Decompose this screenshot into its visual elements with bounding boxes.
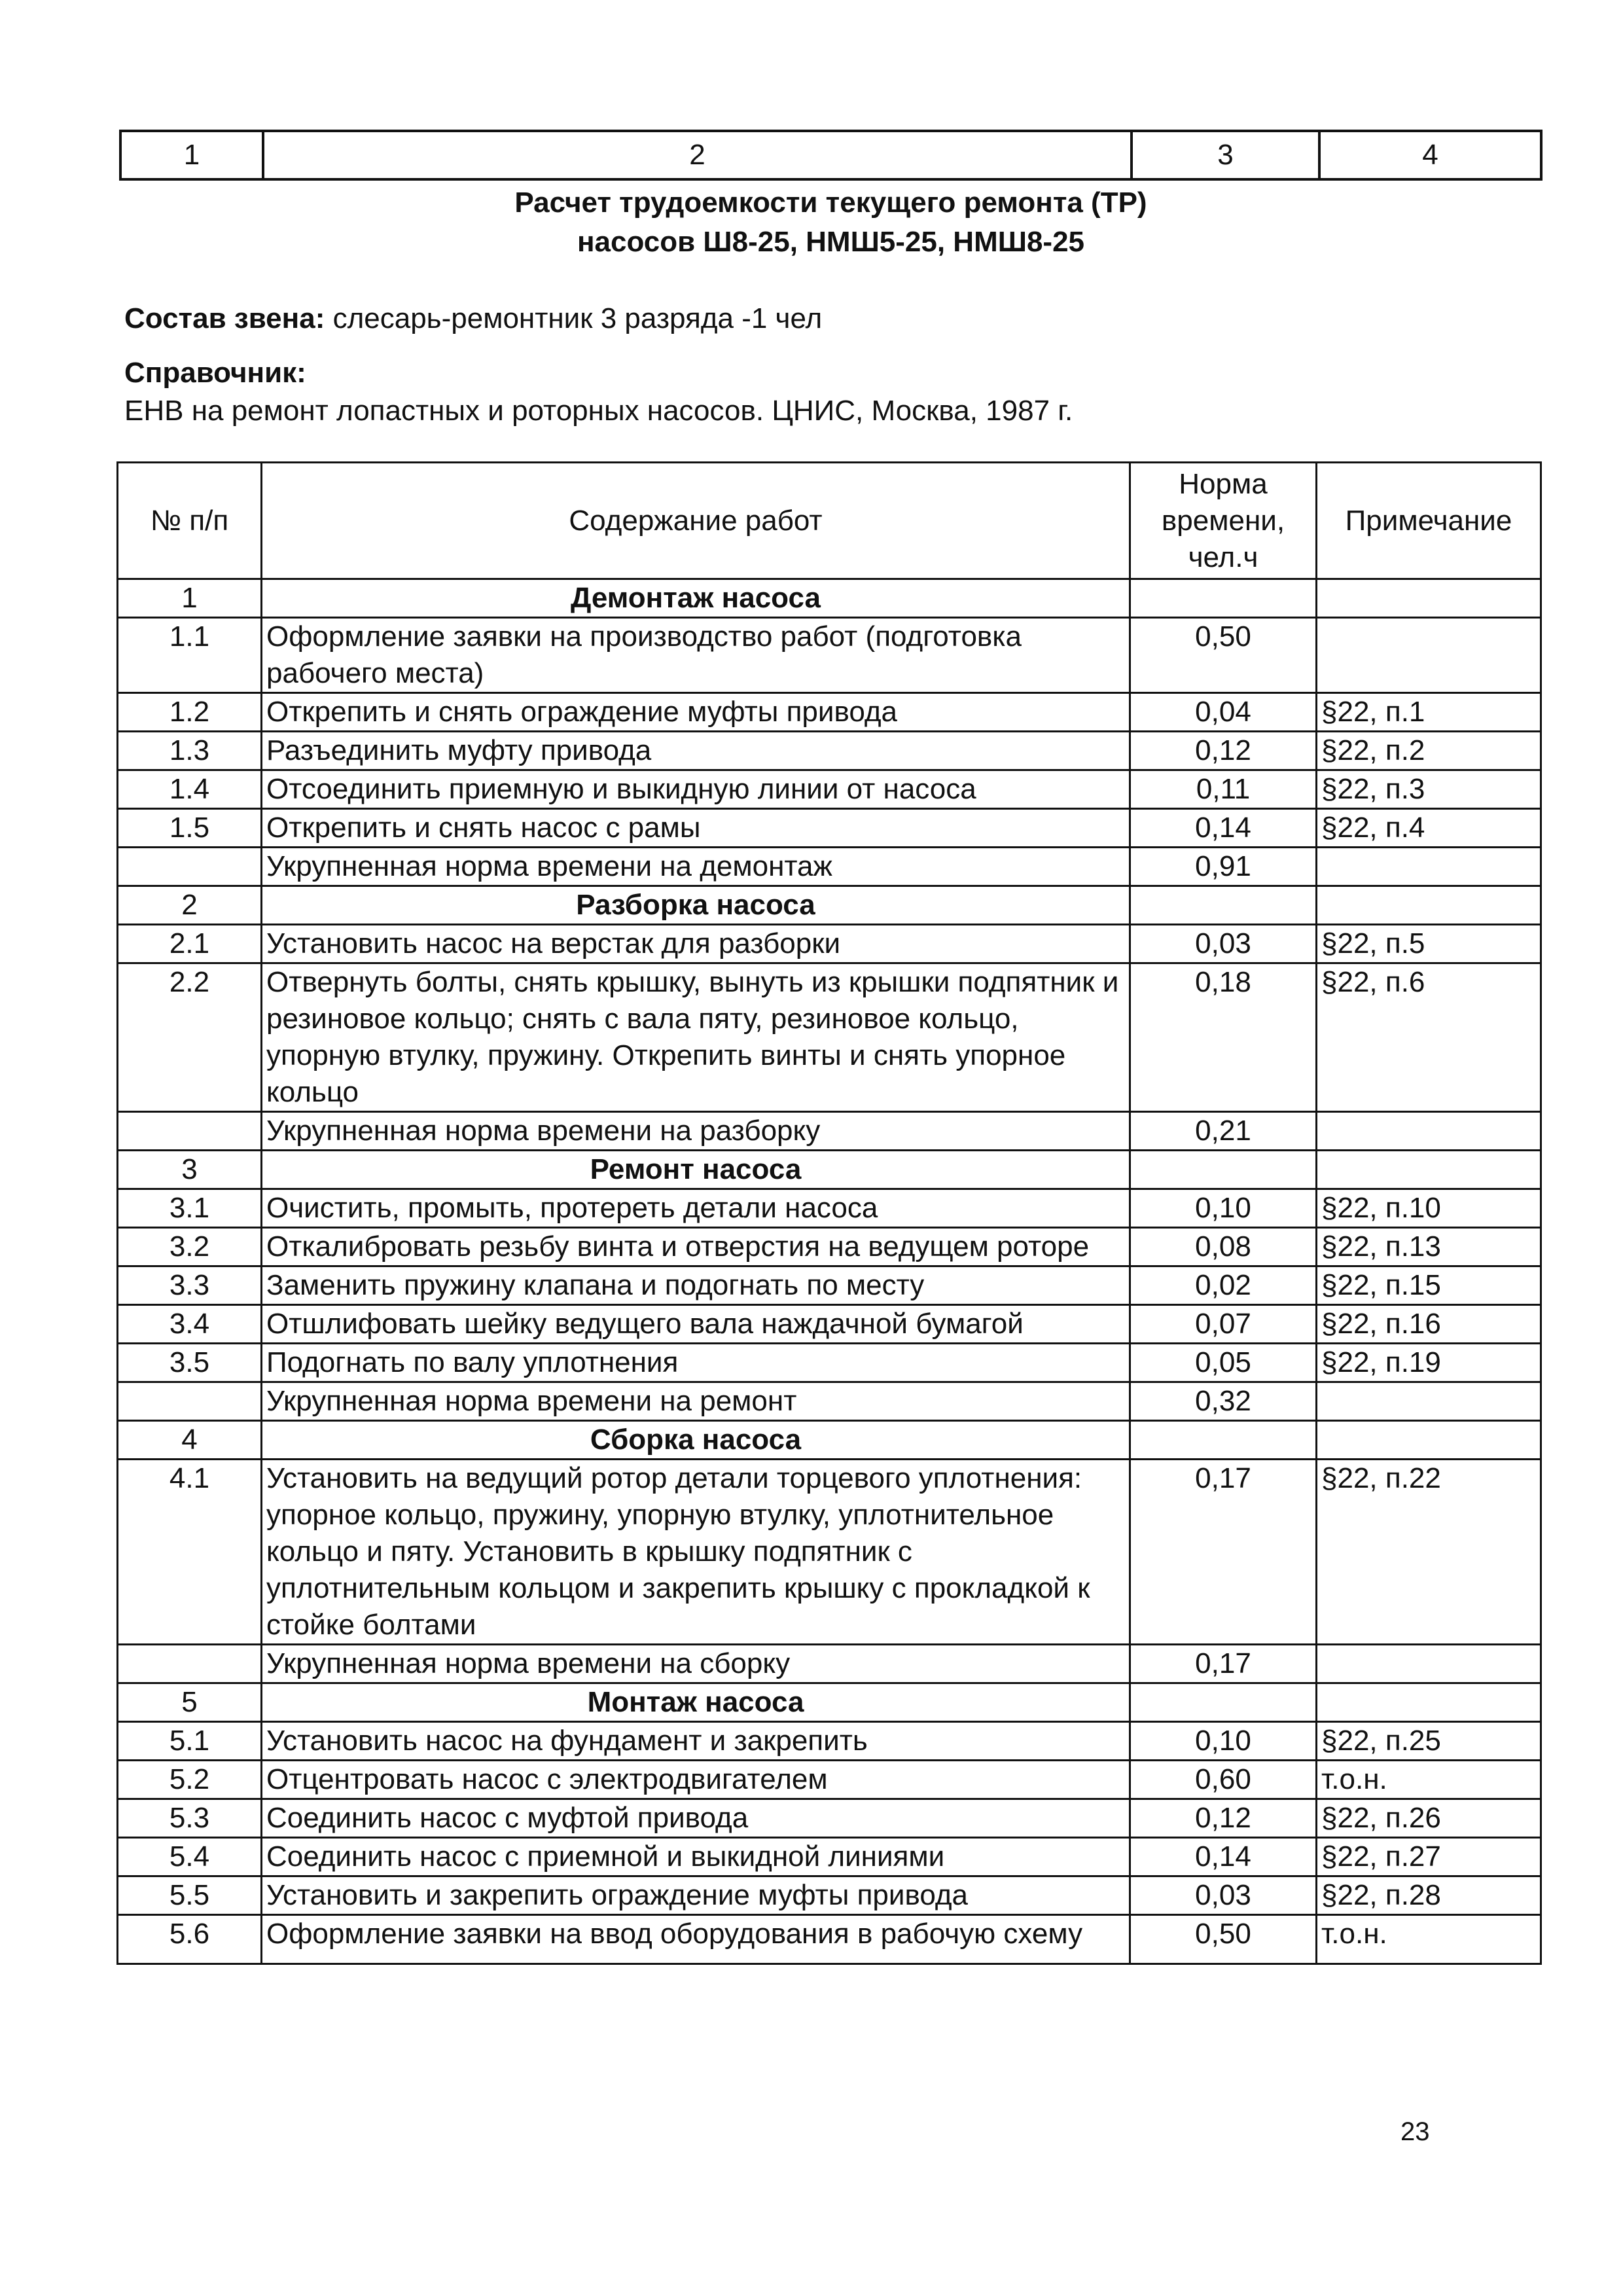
norm-cell: 0,14: [1130, 1838, 1317, 1876]
table-row: [118, 1305, 1541, 1344]
reference-value: ЕНВ на ремонт лопастных и роторных насосов. ЦНИС, Москва, 1987 г.: [124, 395, 1073, 427]
work-cell: Отвернуть болты, снять крышку, вынуть из крышки подпятник и резиновое кольцо; снять с вала пяту, резиновое кольцо, упорную втулку, пружину. Открепить винты и снять упорное кольцо: [262, 963, 1130, 1112]
num-cell: 1.2: [118, 693, 262, 732]
num-cell: 5.2: [118, 1761, 262, 1799]
norm-cell: 0,91: [1130, 848, 1317, 886]
works-table: [116, 461, 1542, 1965]
norm-cell: 0,18: [1130, 963, 1317, 1112]
norm-cell: 0,03: [1130, 925, 1317, 963]
work-cell: Ремонт насоса: [262, 1151, 1130, 1189]
num-cell: 3.5: [118, 1344, 262, 1382]
column-number-header: [119, 130, 1543, 181]
note-cell: §22, п.25: [1317, 1722, 1541, 1761]
note-cell: [1317, 1683, 1541, 1722]
num-cell: 5.1: [118, 1722, 262, 1761]
norm-cell: 0,50: [1130, 1915, 1317, 1964]
note-cell: §22, п.19: [1317, 1344, 1541, 1382]
subtotal-row: [118, 1112, 1541, 1151]
work-cell: Открепить и снять ограждение муфты привода: [262, 693, 1130, 732]
header-num: № п/п: [118, 463, 262, 579]
norm-cell: 0,17: [1130, 1645, 1317, 1683]
num-cell: [118, 1112, 262, 1151]
crew-label: Состав звена:: [124, 302, 325, 334]
section-row: [118, 1421, 1541, 1460]
norm-cell: 0,02: [1130, 1266, 1317, 1305]
note-cell: §22, п.5: [1317, 925, 1541, 963]
note-cell: [1317, 848, 1541, 886]
norm-cell: [1130, 579, 1317, 618]
note-cell: [1317, 1112, 1541, 1151]
crew-value: слесарь-ремонтник 3 разряда -1 чел: [325, 302, 823, 334]
num-cell: 1.4: [118, 770, 262, 809]
table-row: [118, 693, 1541, 732]
note-cell: §22, п.1: [1317, 693, 1541, 732]
num-cell: 2: [118, 886, 262, 925]
norm-cell: 0,08: [1130, 1228, 1317, 1266]
note-cell: §22, п.16: [1317, 1305, 1541, 1344]
note-cell: §22, п.4: [1317, 809, 1541, 848]
norm-cell: 0,50: [1130, 618, 1317, 693]
num-cell: 4.1: [118, 1460, 262, 1645]
work-cell: Откалибровать резьбу винта и отверстия на ведущем роторе: [262, 1228, 1130, 1266]
work-cell: Разъединить муфту привода: [262, 732, 1130, 770]
work-cell: Оформление заявки на производство работ (подготовка рабочего места): [262, 618, 1130, 693]
note-cell: §22, п.22: [1317, 1460, 1541, 1645]
norm-cell: 0,12: [1130, 1799, 1317, 1838]
work-cell: Укрупненная норма времени на разборку: [262, 1112, 1130, 1151]
note-cell: [1317, 579, 1541, 618]
work-cell: Очистить, промыть, протереть детали насоса: [262, 1189, 1130, 1228]
norm-cell: 0,60: [1130, 1761, 1317, 1799]
note-cell: [1317, 886, 1541, 925]
num-cell: 2.1: [118, 925, 262, 963]
num-cell: 3: [118, 1151, 262, 1189]
table-row: [118, 1876, 1541, 1915]
note-cell: [1317, 1421, 1541, 1460]
header-norm: Норма времени, чел.ч: [1130, 463, 1317, 579]
work-cell: Демонтаж насоса: [262, 579, 1130, 618]
table-row: [118, 1228, 1541, 1266]
work-cell: Укрупненная норма времени на ремонт: [262, 1382, 1130, 1421]
header-work: Содержание работ: [262, 463, 1130, 579]
table-row: [118, 925, 1541, 963]
header-note: Примечание: [1317, 463, 1541, 579]
num-cell: 3.2: [118, 1228, 262, 1266]
table-row: [118, 732, 1541, 770]
norm-cell: 0,05: [1130, 1344, 1317, 1382]
work-cell: Установить насос на фундамент и закрепить: [262, 1722, 1130, 1761]
norm-cell: 0,14: [1130, 809, 1317, 848]
num-cell: [118, 848, 262, 886]
norm-cell: 0,21: [1130, 1112, 1317, 1151]
crew-line: [124, 302, 822, 335]
norm-cell: 0,03: [1130, 1876, 1317, 1915]
note-cell: §22, п.27: [1317, 1838, 1541, 1876]
document-title-line-2: насосов Ш8-25, НМШ5-25, НМШ8-25: [577, 226, 1085, 258]
num-cell: 5.4: [118, 1838, 262, 1876]
work-cell: Укрупненная норма времени на демонтаж: [262, 848, 1130, 886]
norm-cell: 0,04: [1130, 693, 1317, 732]
note-cell: §22, п.2: [1317, 732, 1541, 770]
work-cell: Отсоединить приемную и выкидную линии от насоса: [262, 770, 1130, 809]
num-cell: 5.3: [118, 1799, 262, 1838]
note-cell: [1317, 1151, 1541, 1189]
table-row: [118, 1838, 1541, 1876]
norm-cell: 0,10: [1130, 1189, 1317, 1228]
num-cell: [118, 1382, 262, 1421]
num-cell: 2.2: [118, 963, 262, 1112]
table-row: [118, 618, 1541, 693]
norm-cell: [1130, 1421, 1317, 1460]
header-col-1: 1: [122, 132, 264, 178]
work-cell: Установить на ведущий ротор детали торцевого уплотнения: упорное кольцо, пружину, упорную втулку, уплотнительное кольцо и пяту. Установить в крышку подпятник с уплотнительным кольцом и закрепить крышку с прокладкой к стойке болтами: [262, 1460, 1130, 1645]
table-row: [118, 809, 1541, 848]
work-cell: Заменить пружину клапана и подогнать по месту: [262, 1266, 1130, 1305]
work-cell: Установить насос на верстак для разборки: [262, 925, 1130, 963]
norm-cell: 0,11: [1130, 770, 1317, 809]
table-row: [118, 1266, 1541, 1305]
note-cell: §22, п.6: [1317, 963, 1541, 1112]
num-cell: 1.1: [118, 618, 262, 693]
work-cell: Монтаж насоса: [262, 1683, 1130, 1722]
num-cell: 3.1: [118, 1189, 262, 1228]
norm-cell: 0,17: [1130, 1460, 1317, 1645]
reference-label: Справочник:: [124, 357, 306, 389]
header-col-4: 4: [1422, 139, 1438, 171]
work-cell: Разборка насоса: [262, 886, 1130, 925]
num-cell: [118, 1645, 262, 1683]
num-cell: 3.3: [118, 1266, 262, 1305]
section-row: [118, 1151, 1541, 1189]
work-cell: Подогнать по валу уплотнения: [262, 1344, 1130, 1382]
norm-cell: 0,07: [1130, 1305, 1317, 1344]
work-cell: Установить и закрепить ограждение муфты привода: [262, 1876, 1130, 1915]
note-cell: §22, п.10: [1317, 1189, 1541, 1228]
header-col-3: 3: [1133, 132, 1321, 178]
table-row: [118, 963, 1541, 1112]
num-cell: 5.6: [118, 1915, 262, 1964]
num-cell: 5.5: [118, 1876, 262, 1915]
note-cell: т.о.н.: [1317, 1915, 1541, 1964]
note-cell: §22, п.15: [1317, 1266, 1541, 1305]
work-cell: Укрупненная норма времени на сборку: [262, 1645, 1130, 1683]
table-header-row: [118, 463, 1541, 579]
subtotal-row: [118, 848, 1541, 886]
table-row: [118, 770, 1541, 809]
work-cell: Отшлифовать шейку ведущего вала наждачной бумагой: [262, 1305, 1130, 1344]
section-row: [118, 886, 1541, 925]
subtotal-row: [118, 1382, 1541, 1421]
table-row: [118, 1344, 1541, 1382]
table-row: [118, 1915, 1541, 1964]
note-cell: [1317, 1645, 1541, 1683]
num-cell: 1.5: [118, 809, 262, 848]
work-cell: Открепить и снять насос с рамы: [262, 809, 1130, 848]
document-title-line-1: Расчет трудоемкости текущего ремонта (ТР): [514, 187, 1147, 219]
section-row: [118, 579, 1541, 618]
norm-cell: 0,12: [1130, 732, 1317, 770]
num-cell: 1: [118, 579, 262, 618]
table-row: [118, 1799, 1541, 1838]
table-row: [118, 1761, 1541, 1799]
norm-cell: [1130, 1151, 1317, 1189]
work-cell: Сборка насоса: [262, 1421, 1130, 1460]
work-cell: Соединить насос с приемной и выкидной линиями: [262, 1838, 1130, 1876]
table-row: [118, 1460, 1541, 1645]
num-cell: 5: [118, 1683, 262, 1722]
norm-cell: 0,32: [1130, 1382, 1317, 1421]
note-cell: §22, п.28: [1317, 1876, 1541, 1915]
num-cell: 3.4: [118, 1305, 262, 1344]
note-cell: [1317, 1382, 1541, 1421]
norm-cell: 0,10: [1130, 1722, 1317, 1761]
work-cell: Оформление заявки на ввод оборудования в рабочую схему: [262, 1915, 1130, 1964]
table-row: [118, 1722, 1541, 1761]
note-cell: §22, п.13: [1317, 1228, 1541, 1266]
norm-cell: [1130, 1683, 1317, 1722]
table-row: [118, 1189, 1541, 1228]
table-body: [118, 579, 1541, 1964]
note-cell: §22, п.26: [1317, 1799, 1541, 1838]
num-cell: 4: [118, 1421, 262, 1460]
work-cell: Отцентровать насос с электродвигателем: [262, 1761, 1130, 1799]
header-col-2: 2: [264, 132, 1133, 178]
norm-cell: [1130, 886, 1317, 925]
page-number: 23: [1400, 2117, 1430, 2146]
num-cell: 1.3: [118, 732, 262, 770]
subtotal-row: [118, 1645, 1541, 1683]
section-row: [118, 1683, 1541, 1722]
note-cell: т.о.н.: [1317, 1761, 1541, 1799]
note-cell: §22, п.3: [1317, 770, 1541, 809]
note-cell: [1317, 618, 1541, 693]
work-cell: Соединить насос с муфтой привода: [262, 1799, 1130, 1838]
